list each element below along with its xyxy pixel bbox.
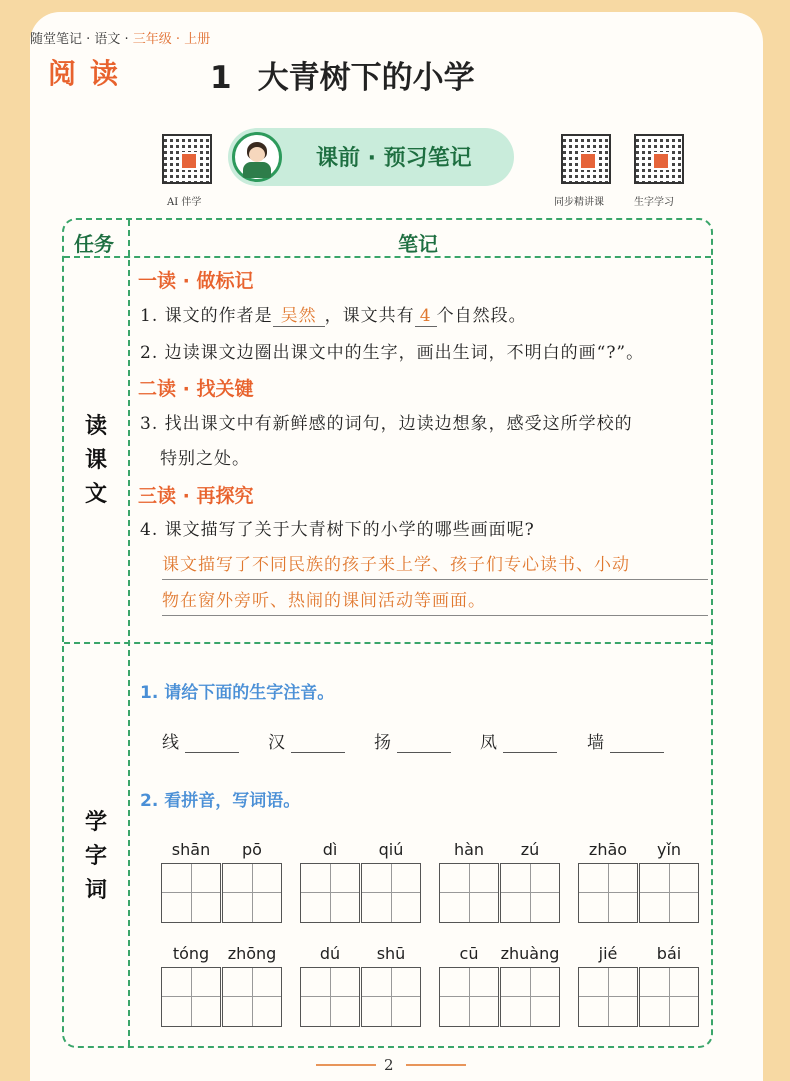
writing-grid[interactable] — [578, 863, 700, 925]
question-2: 2. 边读课文边圈出课文中的生字，画出生词，不明白的画“?”。 — [140, 343, 645, 363]
question-3-line-2: 特别之处。 — [160, 449, 250, 469]
section-second-read: 二读 · 找关键 — [138, 378, 254, 400]
writing-grid[interactable] — [578, 967, 700, 1029]
lesson-name: 大青树下的小学 — [257, 60, 475, 96]
header-divider — [64, 256, 711, 258]
words-question-1: 1. 请给下面的生字注音。 — [140, 683, 335, 703]
char-item[interactable]: 汉 — [268, 728, 345, 753]
column-header-task: 任务 — [74, 232, 114, 256]
pinyin-label: shān — [171, 840, 211, 859]
lesson-title — [210, 52, 475, 97]
qr-code-characters[interactable] — [634, 134, 684, 184]
char-item[interactable]: 凤 — [480, 728, 557, 753]
row-label-reading: 读 课 文 — [84, 414, 107, 507]
pinyin-blank[interactable] — [185, 734, 239, 753]
words-question-2: 2. 看拼音，写词语。 — [140, 791, 301, 811]
qr-label-lesson: 同步精讲课 — [554, 197, 604, 208]
qr-code-ai[interactable] — [162, 134, 212, 184]
lesson-number: 1 — [210, 60, 232, 96]
pinyin-label: shū — [376, 944, 406, 963]
writing-grid[interactable] — [300, 967, 422, 1029]
qr-label-ai: AI 伴学 — [167, 197, 202, 208]
banner-title: 课前 · 预习笔记 — [316, 146, 472, 171]
char-item[interactable]: 线 — [162, 728, 239, 753]
pinyin-label: qiú — [378, 840, 404, 859]
writing-grid[interactable] — [439, 863, 561, 925]
pinyin-label: jié — [598, 944, 618, 963]
char-item[interactable]: 墙 — [587, 728, 664, 753]
grade-label: 三年级 · 上册 — [132, 32, 211, 47]
writing-grid[interactable] — [161, 863, 283, 925]
answer-4-line-1[interactable]: 课文描写了不同民族的孩子来上学、孩子们专心读书、小动 — [162, 550, 708, 580]
row-divider — [64, 642, 711, 644]
question-3-line-1: 3. 找出课文中有新鲜感的词句，边读边想象，感受这所学校的 — [140, 414, 633, 434]
paragraph-count-answer[interactable]: 4 — [415, 306, 437, 327]
pinyin-label: bái — [656, 944, 682, 963]
pinyin-label: zú — [520, 840, 540, 859]
answer-4-line-2[interactable]: 物在窗外旁听、热闹的课间活动等画面。 — [162, 586, 708, 616]
column-header-notes: 笔记 — [398, 232, 438, 256]
char-item[interactable]: 扬 — [374, 728, 451, 753]
pinyin-label: pō — [242, 840, 262, 859]
qr-code-lesson[interactable] — [561, 134, 611, 184]
pinyin-label: hàn — [453, 840, 485, 859]
pinyin-label: zhōng — [227, 944, 277, 963]
footer-rule-right — [406, 1064, 466, 1066]
pinyin-label: tóng — [172, 944, 210, 963]
pinyin-label: dì — [322, 840, 338, 859]
series-name: 随堂笔记 · 语文 · — [30, 32, 133, 47]
pinyin-label: cū — [459, 944, 479, 963]
row-label-words: 学 字 词 — [84, 810, 107, 903]
page-footer — [316, 1056, 474, 1076]
page-number: 2 — [384, 1056, 394, 1074]
pinyin-blank[interactable] — [503, 734, 557, 753]
pinyin-blank[interactable] — [291, 734, 345, 753]
footer-rule-left — [316, 1064, 376, 1066]
preview-banner — [228, 128, 514, 186]
pinyin-label: zhāo — [588, 840, 628, 859]
series-label — [30, 28, 210, 47]
author-answer[interactable]: 吴然 — [273, 301, 325, 327]
writing-grid[interactable] — [161, 967, 283, 1029]
writing-grid[interactable] — [439, 967, 561, 1029]
question-1: 1. 课文的作者是 吴然 ，课文共有 4 个自然段。 — [140, 301, 527, 327]
section-first-read: 一读 · 做标记 — [138, 270, 254, 292]
qr-label-characters: 生字学习 — [634, 197, 674, 208]
pinyin-label: zhuàng — [500, 944, 560, 963]
pinyin-blank[interactable] — [397, 734, 451, 753]
pinyin-blank[interactable] — [610, 734, 664, 753]
writing-grid[interactable] — [300, 863, 422, 925]
question-4: 4. 课文描写了关于大青树下的小学的哪些画面呢? — [140, 520, 535, 540]
pinyin-label: dú — [319, 944, 341, 963]
teacher-avatar-icon — [232, 132, 282, 182]
section-tag: 阅读 — [48, 57, 133, 90]
pinyin-label: yǐn — [656, 840, 682, 859]
section-third-read: 三读 · 再探究 — [138, 485, 254, 507]
column-divider — [128, 220, 130, 1046]
